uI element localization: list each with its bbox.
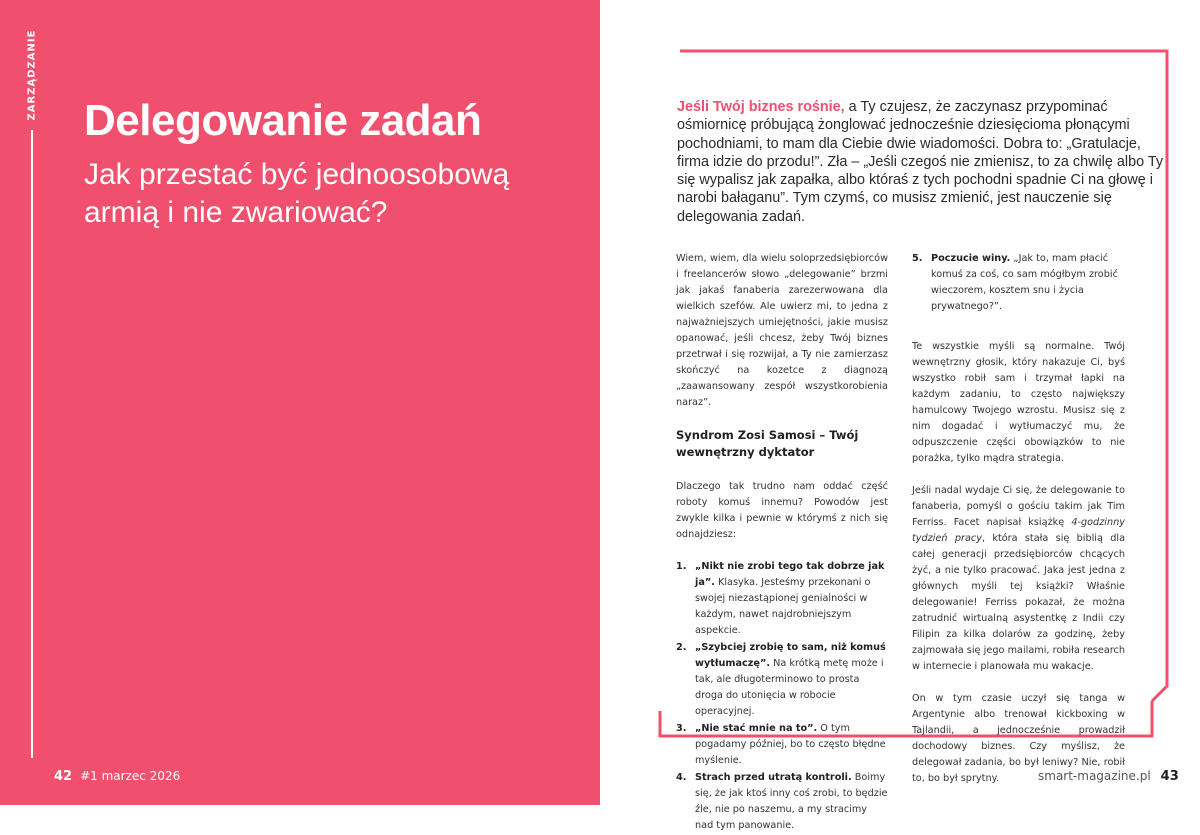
section-heading: Syndrom Zosi Samosi – Twój wewnętrzny dyktator xyxy=(676,428,859,459)
list-number: 3. xyxy=(676,723,687,734)
list-item xyxy=(676,640,888,720)
ferriss-text-b: , która stała się biblią dla całej generacji przedsiębiorców chcących żyć, a nie tylko pracować. Jaka jest jedna z głównych myśli tej książki? Właśnie delegowanie! Ferriss pokazał, że można zatrudnić wirtualną asystentkę z Indii czy Filipin za kilka dolarów za godzinę, żeby zajmowała się jego mailami, robiła research w internecie i planowała mu wakacje. xyxy=(912,533,1126,672)
vertical-divider xyxy=(31,130,33,758)
intro-paragraph: Wiem, wiem, dla wielu soloprzedsiębiorców i freelancerów słowo „delegowanie” brzmi jak jakaś fanaberia zarezerwowana dla wielkich szefów. Ale uwierz mi, to jedna z najważniejszych umiejętności, jakie musisz opanować, jeśli chcesz, żeby Twój biznes przetrwał i się rozwijał, a Ty nie zamierzasz skończyć na kozetce z diagnozą „zaawansowany zespół wszystkorobienia naraz”. xyxy=(676,253,888,408)
list-item xyxy=(676,770,888,834)
reasons-list-continued xyxy=(912,251,1125,315)
reasons-list xyxy=(676,559,888,834)
section-label xyxy=(24,30,40,120)
ferriss-text-a: Jeśli nadal wydaje Ci się, że delegowanie to fanaberia, pomyśl o gościu takim jak Tim Ferriss. Facet napisał książkę xyxy=(912,485,1125,528)
issue-label: #1 marzec 2026 xyxy=(80,769,181,783)
list-item-bold: „Nikt nie zrobi tego tak dobrze jak ja”. xyxy=(695,561,885,588)
website-label: smart-magazine.pl xyxy=(1038,769,1151,783)
list-item-text: Klasyka. Jesteśmy przekonani o swojej niezastąpionej genialności w każdym, nawet najdrobniejszym aspekcie. xyxy=(695,577,871,636)
list-item-bold: Poczucie winy. xyxy=(931,253,1011,264)
list-item xyxy=(676,721,888,769)
book-title: 4-godzinny tydzień pracy xyxy=(912,517,1125,544)
lead-text: a Ty czujesz, że zaczynasz przypominać ośmiornicę próbującą żonglować jednocześnie dziesięcioma płonącymi pochodniami, to mam dla Ciebie dwie wiadomości. Dobra to: „Gratulacje, firma idzie do przodu!”. Zła – „Jeśli czegoś nie zmienisz, to za chwilę albo Ty się wypalisz jak zapałka, albo któraś z tych pochodni spadnie Ci na głowę i narobi bałaganu”. Tym czymś, co musisz zmienić, jest nauczenie się delegowania zadań. xyxy=(677,99,1164,225)
left-folio xyxy=(54,769,180,784)
paragraph-normal: Te wszystkie myśli są normalne. Twój wewnętrzny głosik, który nakazuje Ci, byś wszystko robił sam i trzymał łapki na każdym zadaniu, to często największy hamulcowy Twojego wzrostu. Musisz się z nim dogadać i wytłumaczyć mu, że odpuszczenie części obowiązków to nie porażka, tylko mądra strategia. xyxy=(912,341,1125,464)
right-page-number: 43 xyxy=(1160,769,1179,784)
list-number: 2. xyxy=(676,642,687,653)
right-page xyxy=(600,0,1200,831)
list-item-bold: „Szybciej zrobię to sam, niż komuś wytłumaczę”. xyxy=(695,642,886,669)
list-number: 4. xyxy=(676,772,687,783)
list-number: 1. xyxy=(676,561,687,572)
list-item-bold: „Nie stać mnie na to”. xyxy=(695,723,818,734)
list-item xyxy=(676,559,888,639)
list-number: 5. xyxy=(912,253,923,264)
lead-paragraph xyxy=(677,98,1174,226)
list-item-text: Na krótką metę może i tak, ale długoterminowo to prosta droga do utonięcia w robocie operacyjnej. xyxy=(695,658,884,717)
left-page xyxy=(0,0,600,805)
right-folio xyxy=(1038,769,1179,784)
list-item xyxy=(912,251,1125,315)
paragraph-tango: On w tym czasie uczył się tanga w Argentynie albo trenował kickboxing w Tajlandii, a jednocześnie prowadził dochodowy biznes. Czy myślisz, że delegował zadania, bo był leniwy? Nie, robił to, bo był sprytny. xyxy=(912,693,1125,784)
column-left xyxy=(676,251,888,835)
list-item-text: O tym pogadamy później, bo to często błędne myślenie. xyxy=(695,723,886,766)
article-title: Delegowanie zadań xyxy=(84,96,482,145)
list-item-text: Boimy się, że jak ktoś inny coś zrobi, to będzie źle, nie po naszemu, a my stracimy nad tym panowanie. xyxy=(695,772,888,831)
lead-bold: Jeśli Twój biznes rośnie, xyxy=(677,99,845,115)
question-paragraph: Dlaczego tak trudno nam oddać część roboty komuś innemu? Powodów jest zwykle kilka i pewnie w którymś z nich się odnajdziesz: xyxy=(676,481,888,540)
list-item-bold: Strach przed utratą kontroli. xyxy=(695,772,852,783)
article-subtitle: Jak przestać być jednoosobową armią i nie zwariować? xyxy=(84,158,510,229)
list-item-text: „Jak to, mam płacić komuś za coś, co sam mógłbym zrobić wieczorem, kosztem snu i życia prywatnego?”. xyxy=(931,253,1118,312)
section-label-text: ZARZĄDZANIE xyxy=(26,29,38,121)
column-right xyxy=(912,251,1125,803)
left-page-number: 42 xyxy=(54,769,73,784)
paragraph-ferriss xyxy=(912,483,1125,675)
